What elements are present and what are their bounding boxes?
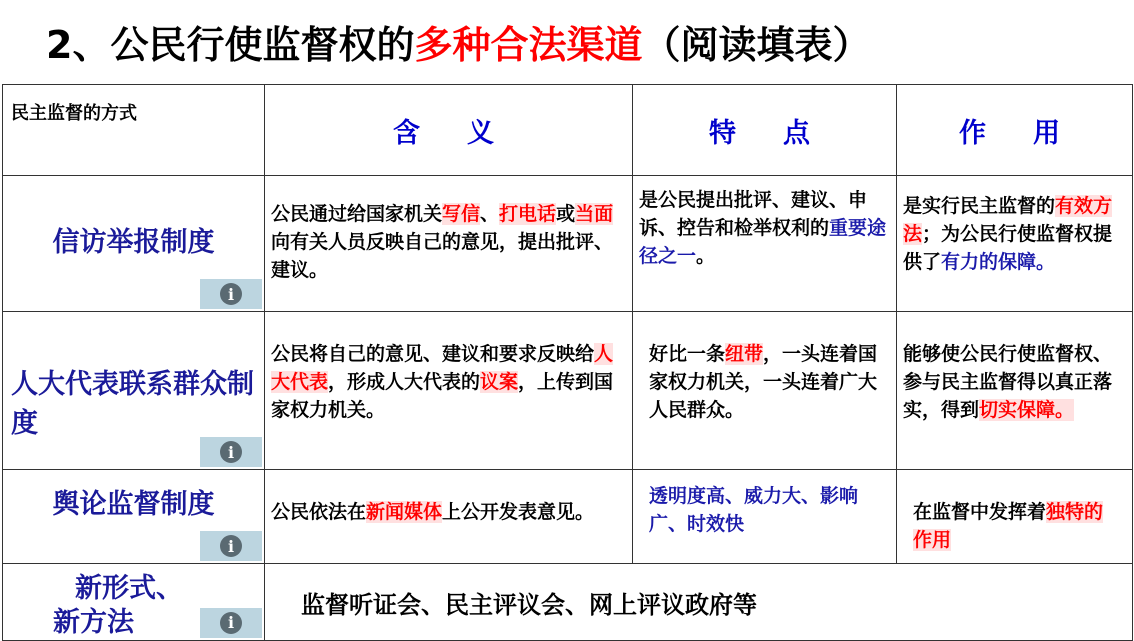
highlight-red: 人大代表 bbox=[271, 343, 614, 393]
text-segment: 、 bbox=[480, 203, 500, 225]
effect-cell bbox=[897, 312, 1133, 470]
text-segment: ；为公民行使监督权提供了 bbox=[903, 223, 1113, 273]
title-suffix: （阅读填表） bbox=[642, 23, 871, 67]
text-segment: ，一头连着国家权力机关，一头连着广大人民群众。 bbox=[649, 343, 878, 421]
feature-cell bbox=[633, 312, 897, 470]
effect-cell bbox=[897, 470, 1133, 564]
text-segment: 。 bbox=[696, 245, 716, 267]
info-button[interactable] bbox=[200, 608, 262, 638]
text-segment: ，上传到国家权力机关。 bbox=[271, 371, 614, 421]
highlight-blue: 有力的保障。 bbox=[941, 251, 1056, 273]
title-prefix: 2、公民行使监督权的 bbox=[46, 23, 415, 67]
highlight-red: 新闻媒体 bbox=[366, 501, 443, 523]
highlight-red: 打电话 bbox=[499, 203, 557, 225]
feature-cell bbox=[633, 176, 897, 312]
text-segment: ，形成人大代表的 bbox=[328, 371, 481, 393]
info-button[interactable] bbox=[200, 531, 262, 561]
info-icon: i bbox=[220, 612, 242, 634]
table-row bbox=[3, 312, 1133, 470]
method-cell bbox=[3, 470, 265, 564]
method-label: 信访举报制度 bbox=[52, 227, 215, 258]
info-icon: i bbox=[220, 283, 242, 305]
method-label: 舆论监督制度 bbox=[52, 489, 215, 520]
info-button[interactable] bbox=[200, 437, 262, 467]
highlight-red: 切实保障。 bbox=[979, 399, 1075, 421]
header-feature: 特 点 bbox=[633, 85, 897, 176]
highlight-red: 纽带 bbox=[725, 343, 764, 365]
method-cell bbox=[3, 312, 265, 470]
info-button[interactable] bbox=[200, 279, 262, 309]
text-segment: 或 bbox=[556, 203, 576, 225]
text-segment: 好比一条 bbox=[649, 343, 726, 365]
highlight-red: 议案 bbox=[480, 371, 519, 393]
info-icon: i bbox=[220, 441, 242, 463]
title-highlight: 多种合法渠道 bbox=[414, 23, 643, 67]
effect-cell bbox=[897, 176, 1133, 312]
text-segment: 公民通过给国家机关 bbox=[271, 203, 443, 225]
highlight-red: 写信 bbox=[442, 203, 481, 225]
highlight-red: 独特的作用 bbox=[913, 501, 1104, 551]
text-segment: 能够使公民行使监督权、参与民主监督得以真正落实，得到 bbox=[903, 343, 1113, 421]
page-title bbox=[46, 14, 870, 69]
text-segment: 向有关人员反映自己的意见，提出批评、建议。 bbox=[271, 231, 614, 281]
text-segment: 是实行民主监督的 bbox=[903, 195, 1056, 217]
method-cell bbox=[3, 176, 265, 312]
new-methods-cell: 监督听证会、民主评议会、网上评议政府等 bbox=[265, 564, 1133, 641]
header-row bbox=[3, 85, 1133, 176]
table-row bbox=[3, 470, 1133, 564]
highlight-red: 当面 bbox=[575, 203, 614, 225]
feature-cell bbox=[633, 470, 897, 564]
method-label: 人大代表联系群众制度 bbox=[11, 369, 254, 439]
text-segment: 公民将自己的意见、建议和要求反映给 bbox=[271, 343, 595, 365]
method-label-line1: 新形式、 bbox=[75, 573, 183, 604]
table-row bbox=[3, 564, 1133, 641]
highlight-blue: 透明度高、威力大、影响广、时效快 bbox=[649, 485, 859, 535]
header-method: 民主监督的方式 bbox=[3, 85, 265, 176]
method-label-line2: 新方法 bbox=[53, 607, 134, 638]
method-cell bbox=[3, 564, 265, 641]
text-segment: 是公民提出批评、建议、申诉、控告和检举权利的 bbox=[639, 189, 868, 239]
meaning-cell bbox=[265, 470, 633, 564]
supervision-table bbox=[2, 84, 1133, 641]
header-effect: 作 用 bbox=[897, 85, 1133, 176]
highlight-blue: 重要途径之一 bbox=[639, 217, 887, 267]
text-segment: 在监督中发挥着 bbox=[913, 501, 1047, 523]
meaning-cell bbox=[265, 312, 633, 470]
text-segment: 上公开发表意见。 bbox=[442, 501, 595, 523]
meaning-cell bbox=[265, 176, 633, 312]
table-row bbox=[3, 176, 1133, 312]
highlight-red: 有效方法 bbox=[903, 195, 1113, 245]
info-icon: i bbox=[220, 535, 242, 557]
text-segment: 公民依法在 bbox=[271, 501, 367, 523]
header-meaning: 含 义 bbox=[265, 85, 633, 176]
